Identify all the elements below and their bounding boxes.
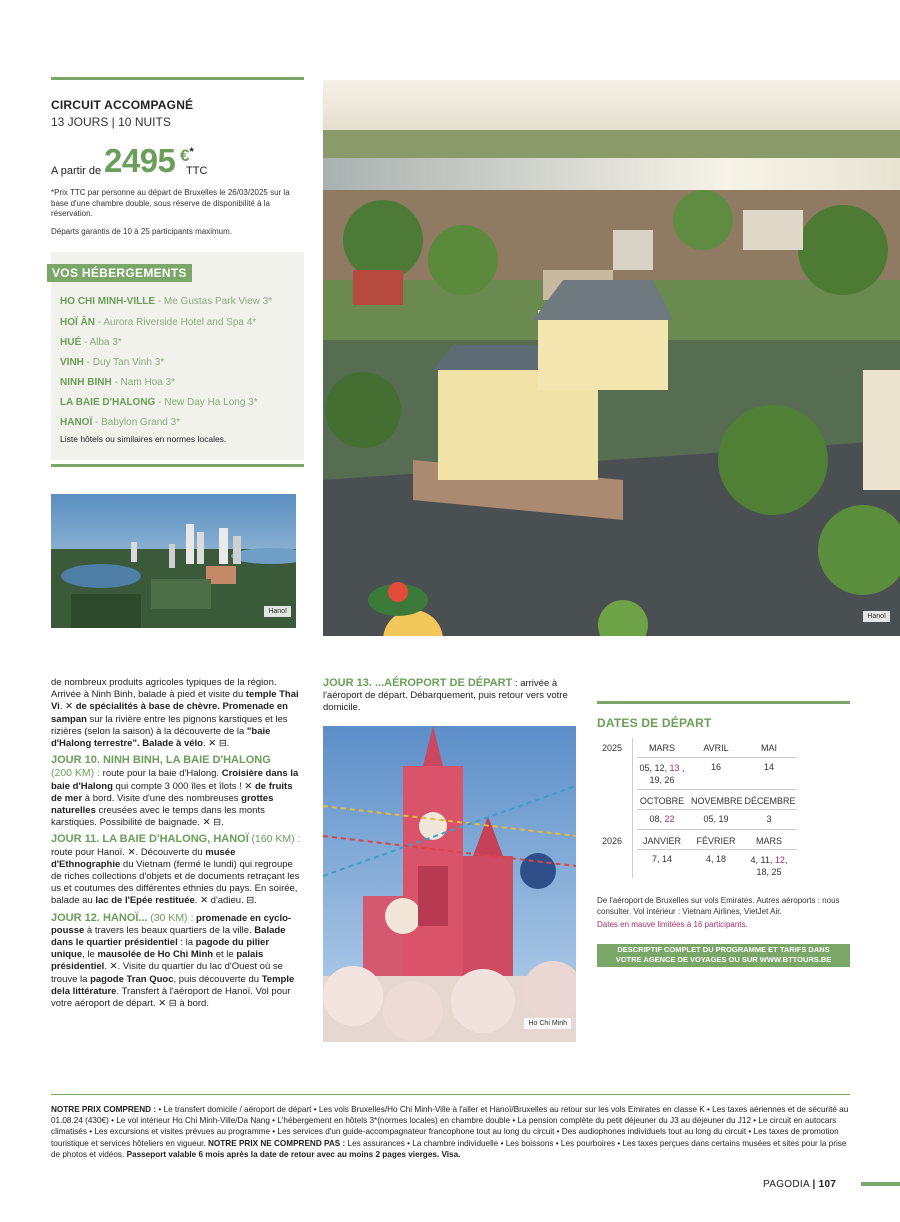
- date-text: 19, 26: [649, 775, 675, 785]
- hanoi-skyline-photo: [51, 494, 296, 628]
- hotel-city: HANOÏ: [60, 417, 93, 428]
- cta-line-2: VOTRE AGENCE DE VOYAGES OU SUR WWW.BTTOURS.BE: [615, 955, 832, 964]
- month-header: NOVEMBRE: [691, 796, 743, 806]
- month-header: AVRIL: [703, 743, 729, 753]
- text: : arrivée à l'aéroport de départ. Débarquement, puis retour vers votre domicile.: [323, 678, 568, 714]
- hanoi-opera-photo: [323, 80, 900, 636]
- text: à bord. Visite d'une des nombreuses: [82, 792, 242, 804]
- hotel-name: - Duy Tan Vinh 3*: [83, 357, 165, 368]
- table-row-rule: [637, 809, 797, 810]
- dates-heading: DATES DE DÉPART: [597, 716, 712, 730]
- bold-text: pagode du pilier unique: [51, 937, 270, 961]
- bold-text: Croisière dans la baie d'Halong: [51, 768, 299, 792]
- dates-novembre: 05, 19: [703, 814, 729, 824]
- passport-note: Passeport valable 6 mois après la date de retour avec au moins 2 pages vierges. Visa.: [126, 1149, 461, 1159]
- day-13-title: JOUR 13. ...AÉROPORT DE DÉPART: [323, 677, 513, 689]
- page-footer: [763, 1179, 836, 1190]
- bold-text: Balade dans le quartier présidentiel: [51, 924, 286, 949]
- photo-caption: Hanoï: [863, 611, 890, 622]
- hotel-city: NINH BINH: [60, 377, 112, 388]
- day-11-paragraph: [51, 833, 303, 907]
- ne-comprend-label: NOTRE PRIX NE COMPREND PAS :: [208, 1138, 346, 1148]
- comprend-label: NOTRE PRIX COMPREND :: [51, 1105, 157, 1114]
- bold-text: "baie d'Halong terrestre". Balade à vélo: [51, 725, 271, 750]
- price-includes: [51, 1104, 850, 1160]
- hotel-item: [60, 337, 122, 348]
- date-text: ,: [784, 855, 788, 865]
- text: . ✕: [59, 701, 76, 713]
- departures-note: De l'aéroport de Bruxelles sur vols Emirates. Autres aéroports : nous consulter. Vol intérieur : Vietnam Airlines, VietJet Air.: [597, 896, 840, 916]
- hotels-bottom-rule: [51, 464, 304, 467]
- month-header: JANVIER: [642, 836, 681, 846]
- bold-text: pagode Tran Quoc: [90, 973, 174, 985]
- day-12-paragraph: [51, 912, 303, 1011]
- hotel-name: - Me Gustas Park View 3*: [155, 296, 273, 307]
- hotel-name: - Alba 3*: [81, 337, 122, 348]
- date-text: 4, 11,: [750, 855, 775, 865]
- circuit-duration: 13 JOURS | 10 NUITS: [51, 115, 171, 129]
- hotel-city: VINH: [60, 357, 84, 368]
- departures-mauve-note: Dates en mauve limitées à 16 participants.: [597, 920, 748, 929]
- dates-top-rule: [597, 701, 850, 704]
- hotel-name: - Nam Hoa 3*: [111, 377, 176, 388]
- hanoi-skyline-image: [51, 494, 296, 628]
- itinerary-left-column: [51, 677, 303, 1010]
- footer-rule: [861, 1182, 900, 1186]
- comprend-text: • Le transfert domicile / aéroport de départ • Les vols Bruxelles/Ho Chi Minh-Ville à l'aller et Hanoï/Bruxelles au retour sur les vols Emirates en classe K • Les taxes aériennes et de sécurité au 01.08.24 (430€) • Le vol intérieur Ho Chi Minh-Ville/Da Nang • L'hébergement en hôtels 3*(normes locales) en chambre double • La pension complète du petit déjeuner du J3 au déjeuner du J12 • Le circuit en autocars climatisés • Les excursions et visites prévues au programme • Les services d'un guide-accompagnateur francophone tout au long du circuit • Des audiophones individuels tout au long du circuit • Les taxes de promotion touristique et services hôteliers en vigueur.: [51, 1105, 849, 1148]
- dates-mai-2025: 14: [763, 762, 774, 772]
- footer-separator: |: [812, 1179, 816, 1190]
- dates-janvier: 7, 14: [651, 854, 673, 864]
- hotels-box: [51, 252, 304, 460]
- price-ttc: TTC: [186, 165, 208, 177]
- text: de nombreux produits agricoles typiques de la région. Arrivée à Ninh Binh, balade à pied et visite du: [51, 677, 277, 701]
- table-row-rule: [637, 849, 797, 850]
- bold-text: grottes naturelles: [51, 792, 274, 817]
- dates-octobre: [637, 814, 687, 824]
- bold-text: palais présidentiel: [51, 949, 264, 973]
- day-10-km: (200 KM) :: [51, 767, 101, 780]
- text: du Vietnam (fermé le lundi) qui regroupe de riches collections d'objets et de documents retraçant les us et coutumes des différentes ethnies du pays. En soirée, balade au: [51, 858, 300, 907]
- cta-line-1: DESCRIPTIF COMPLET DU PROGRAMME ET TARIFS DANS: [617, 945, 830, 954]
- photo-caption: Hanoï: [264, 606, 291, 617]
- text: . ✕. Visite du quartier du lac d'Ouest où se trouve la: [51, 961, 283, 985]
- table-vertical-rule: [632, 738, 633, 878]
- day-13-paragraph: [323, 677, 573, 715]
- hotels-heading: VOS HÉBERGEMENTS: [47, 264, 192, 282]
- bold-text: de fruits de mer: [51, 780, 293, 804]
- price-note: *Prix TTC par personne au départ de Bruxelles le 26/03/2025 sur la base d'une chambre double, sous réserve de disponibilité à la réservation.: [51, 188, 290, 218]
- bold-text: lac de l'Epée restituée: [95, 895, 195, 907]
- dates-decembre: 3: [766, 814, 772, 824]
- hotel-city: HO CHI MINH-VILLE: [60, 296, 155, 307]
- text: . ✕ ⊟.: [202, 738, 230, 750]
- hotel-item: [60, 377, 175, 388]
- date-text: 05, 12,: [639, 763, 670, 773]
- bold-text: temple Thai Vi: [51, 689, 299, 713]
- dates-mars-2025: [637, 762, 687, 786]
- page-number: 107: [818, 1179, 837, 1190]
- price-currency: [180, 146, 194, 166]
- itinerary-middle-column: [323, 677, 573, 715]
- hotel-item: [60, 296, 272, 307]
- program-cta-banner[interactable]: [597, 944, 850, 967]
- table-row-rule: [637, 757, 797, 758]
- hotel-item: [60, 417, 180, 428]
- hotel-city: HUÉ: [60, 337, 82, 348]
- day-12-title: JOUR 12. HANOÏ...: [51, 911, 148, 924]
- year-2025: 2025: [601, 743, 623, 753]
- text: . ✕ d'adieu. ⊟.: [194, 895, 257, 907]
- intro-paragraph: [51, 677, 303, 750]
- hotels-note: Liste hôtels ou similaires en normes locales.: [60, 434, 227, 444]
- day-10-paragraph: [51, 754, 303, 829]
- text: qui compte 3 000 îles et îlots ! ✕: [112, 780, 255, 792]
- day-12-km: (30 KM) :: [150, 911, 194, 924]
- departs-guaranteed: Départs garantis de 10 à 25 participants maximum.: [51, 227, 232, 236]
- text: creusées avec le temps dans les monts karstiques. Possibilité de baignade. ✕ ⊟.: [51, 805, 265, 829]
- month-header: FÉVRIER: [696, 836, 736, 846]
- hanoi-opera-image: [323, 80, 900, 636]
- hotel-name: - Babylon Grand 3*: [92, 417, 181, 428]
- circuit-title: CIRCUIT ACCOMPAGNÉ: [51, 98, 194, 112]
- month-header: MARS: [755, 836, 782, 846]
- text: route pour la baie d'Halong.: [100, 768, 222, 780]
- price-value: 2495: [104, 142, 176, 179]
- bold-text: Temple dela littérature: [51, 973, 295, 997]
- ho-chi-minh-church-image: [323, 726, 576, 1042]
- date-text: ,: [679, 763, 685, 773]
- ne-comprend-text: Les assurances • La chambre individuelle • Les boissons • Les pourboires • Les taxes perçues dans certains musées et sites pour la prise de photos et vidéos.: [51, 1138, 847, 1159]
- table-row-rule: [637, 829, 797, 830]
- hotel-name: - New Day Ha Long 3*: [155, 397, 258, 408]
- text: et le: [213, 949, 237, 961]
- dates-fevrier: 4, 18: [705, 854, 727, 864]
- date-limited: 13: [669, 763, 680, 773]
- text: : la: [177, 937, 196, 949]
- price-star: *: [189, 146, 194, 158]
- date-text: 18, 25: [756, 867, 782, 877]
- year-2026: 2026: [601, 836, 623, 846]
- ho-chi-minh-church-photo: [323, 726, 576, 1042]
- day-10-title: JOUR 10. NINH BINH, LA BAIE D'HALONG: [51, 754, 271, 767]
- top-rule-left: [51, 77, 304, 80]
- price-prefix: A partir de: [51, 165, 102, 177]
- text: sur la rivière entre les pignons karstiques et les rizières (selon la saison) à la découverte de la: [51, 713, 288, 737]
- bold-text: de spécialités à base de chèvre. Promenade en sampan: [51, 701, 288, 725]
- date-limited: 22: [664, 814, 675, 824]
- hotel-name: - Aurora Riverside Hotel and Spa 4*: [95, 317, 257, 328]
- month-header: DÉCEMBRE: [744, 796, 796, 806]
- photo-caption: Ho Chi Minh: [524, 1018, 571, 1029]
- prix-top-rule: [51, 1094, 850, 1095]
- hotel-item: [60, 357, 164, 368]
- hotel-item: [60, 397, 258, 408]
- currency-symbol: €: [180, 146, 190, 165]
- hotel-city: HOÏ ÂN: [60, 317, 95, 328]
- table-row-rule: [637, 789, 797, 790]
- month-header: OCTOBRE: [639, 796, 685, 806]
- hotel-item: [60, 317, 256, 328]
- bold-text: mausolée de Ho Chi Minh: [97, 949, 214, 961]
- bold-text: promenade en cyclo-pousse: [51, 912, 292, 936]
- dates-mars-2026: [744, 854, 794, 878]
- bold-text: musée d'Ethnographie: [51, 846, 236, 870]
- day-11-km: (160 KM) :: [251, 833, 301, 846]
- hotel-city: LA BAIE D'HALONG: [60, 397, 156, 408]
- date-limited: 12: [774, 855, 785, 865]
- text: . Transfert à l'aéroport de Hanoï. Vol pour votre aéroport de départ. ✕ ⊟ à bord.: [51, 985, 291, 1010]
- month-header: MARS: [648, 743, 675, 753]
- dates-avril-2025: 16: [710, 762, 721, 772]
- text: à travers les beaux quartiers de la ville.: [84, 924, 255, 936]
- text: , le: [82, 949, 98, 961]
- text: , puis découverte du: [173, 973, 262, 985]
- day-11-title: JOUR 11. LA BAIE D'HALONG, HANOÏ: [51, 833, 249, 846]
- text: route pour Hanoï. ✕. Découverte du: [51, 846, 206, 858]
- brand-name: PAGODIA: [763, 1179, 810, 1190]
- month-header: MAI: [760, 743, 777, 753]
- date-text: 08,: [649, 814, 665, 824]
